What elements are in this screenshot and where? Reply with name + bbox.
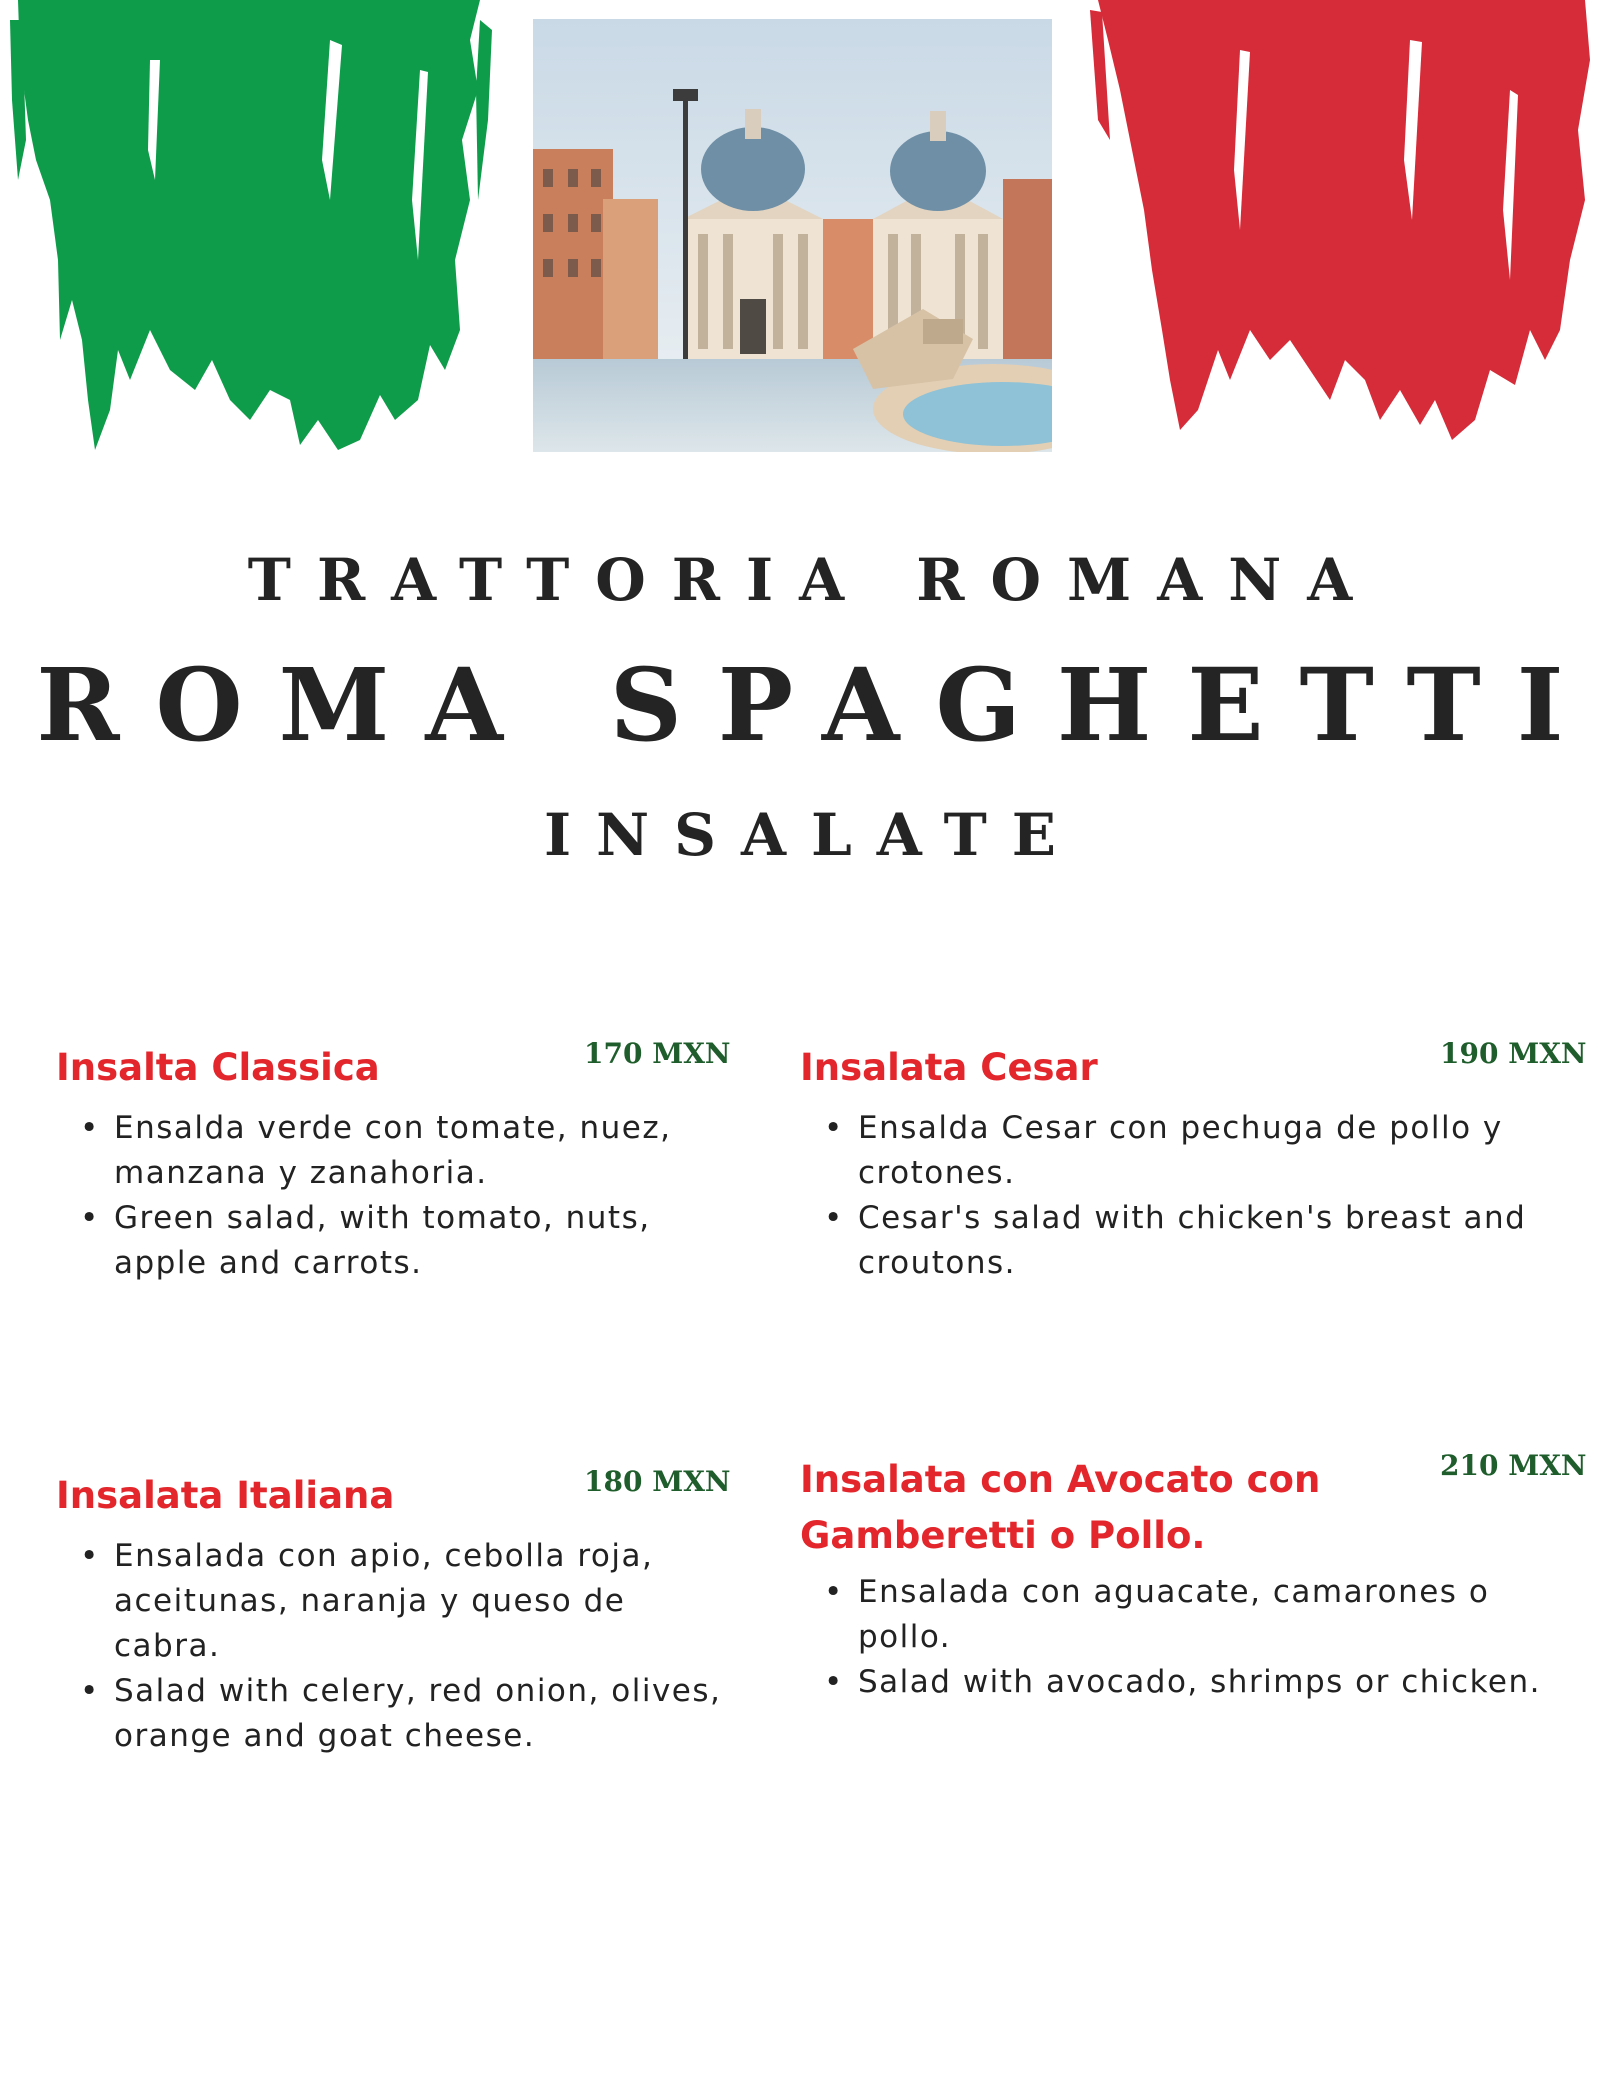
menu-item-insalata-italiana xyxy=(56,1465,736,1759)
description-english: • Salad with celery, red onion, olives, orange and goat cheese. xyxy=(114,1669,736,1759)
item-name: Insalata Cesar xyxy=(800,1046,1098,1089)
red-brush-stroke xyxy=(1090,0,1600,450)
description-spanish: • Ensalada con apio, cebolla roja, aceitunas, naranja y queso de cabra. xyxy=(114,1534,736,1669)
item-name: Insalata con Avocato con Gamberetti o Pollo. xyxy=(800,1458,1321,1557)
item-price: 170 MXN xyxy=(584,1037,731,1070)
description-english: • Cesar's salad with chicken's breast and croutons. xyxy=(858,1196,1590,1286)
description-spanish: • Ensalda verde con tomate, nuez, manzana y zanahoria. xyxy=(114,1106,736,1196)
item-price: 210 MXN xyxy=(1440,1449,1587,1482)
section-title: INSALATE xyxy=(543,801,1081,869)
description-spanish: • Ensalada con aguacate, camarones o pollo. xyxy=(858,1570,1590,1660)
item-name: Insalata Italiana xyxy=(56,1474,395,1517)
item-name: Insalta Classica xyxy=(56,1046,380,1089)
description-english: • Salad with avocado, shrimps or chicken. xyxy=(858,1660,1590,1705)
green-brush-stroke xyxy=(0,0,500,460)
piazza-painting xyxy=(533,19,1052,452)
description-spanish: • Ensalda Cesar con pechuga de pollo y crotones. xyxy=(858,1106,1590,1196)
item-price: 190 MXN xyxy=(1440,1037,1587,1070)
item-description xyxy=(800,1570,1590,1705)
menu-item-insalata-avocato xyxy=(800,1449,1590,1705)
menu-item-insalta-classica xyxy=(56,1037,736,1286)
item-description xyxy=(56,1106,736,1286)
item-description xyxy=(800,1106,1590,1286)
item-price: 180 MXN xyxy=(584,1465,731,1498)
restaurant-title: ROMA SPAGHETTI xyxy=(36,646,1600,764)
item-description xyxy=(56,1534,736,1759)
menu-item-insalata-cesar xyxy=(800,1037,1590,1286)
description-english: • Green salad, with tomato, nuts, apple and carrots. xyxy=(114,1196,736,1286)
restaurant-subtitle: TRATTORIA ROMANA xyxy=(247,546,1379,614)
